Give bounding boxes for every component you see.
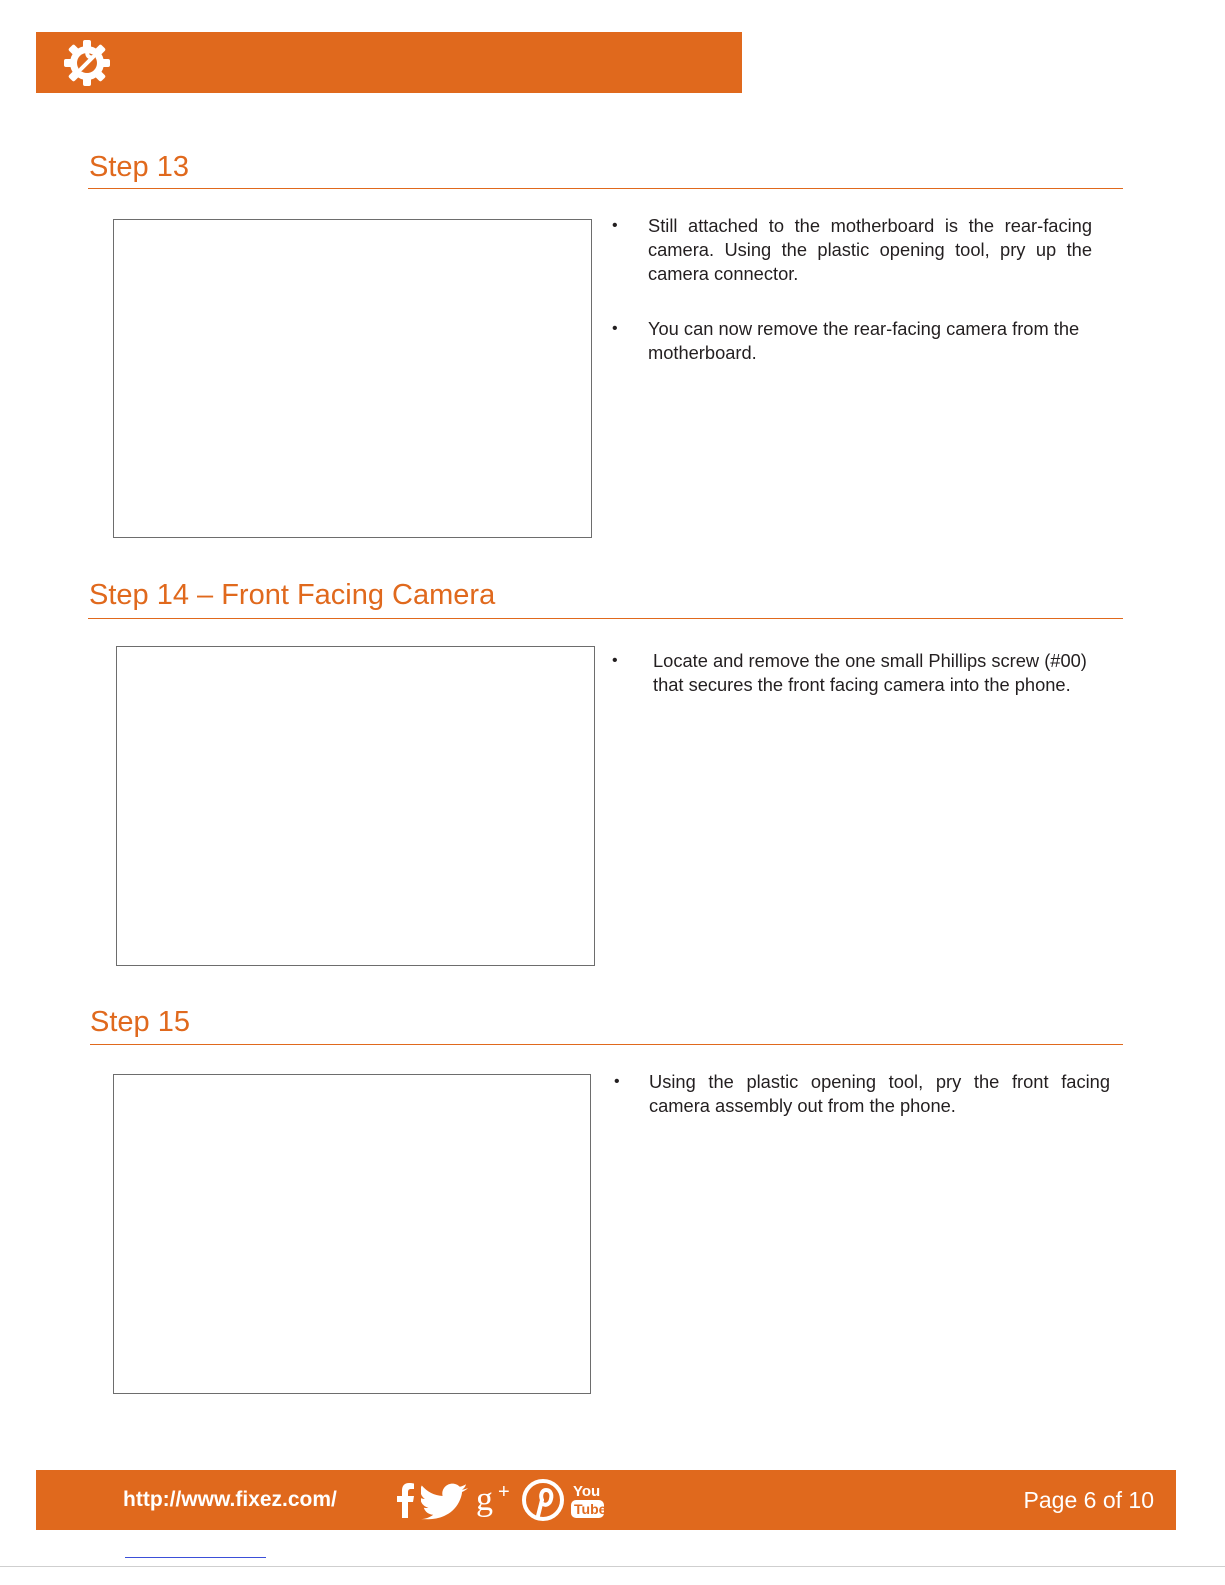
step-14-title: Step 14 – Front Facing Camera [89,579,496,611]
link-underline [125,1557,266,1558]
instruction-text: Locate and remove the one small Phillips screw (#00) that secures the front facing camera into the phone. [653,650,1087,695]
gear-wrench-icon [60,36,114,90]
facebook-icon[interactable] [394,1478,416,1522]
step-15-photo [113,1074,591,1394]
step-15-title: Step 15 [90,1006,190,1038]
instruction-text: Still attached to the motherboard is the rear-facing camera. Using the plastic opening tool, pry up the camera connector. [648,215,1092,284]
step-15-instructions [614,1070,1110,1149]
instruction-text: Using the plastic opening tool, pry the front facing camera assembly out from the phone. [649,1071,1110,1116]
instruction-item: • Using the plastic opening tool, pry the front facing camera assembly out from the phone. [614,1071,1110,1116]
page-edge [0,1566,1225,1567]
section-divider [88,618,1123,619]
svg-text:You: You [573,1483,601,1500]
footer-bar [36,1470,1176,1530]
instruction-item: • Still attached to the motherboard is the rear-facing camera. Using the plastic opening tool, pry up the camera connector. [612,215,1092,284]
google-plus-icon[interactable] [476,1478,518,1522]
svg-text:g: g [476,1481,493,1518]
step-14-instructions [612,649,1092,728]
section-divider [88,188,1123,189]
instruction-item: • Locate and remove the one small Phillips screw (#00) that secures the front facing camera into the phone. [612,650,1087,695]
step-13-title: Step 13 [89,151,189,183]
step-13-photo [113,219,592,538]
step-13-instructions [612,214,1092,396]
page-number: Page 6 of 10 [1023,1487,1154,1513]
pinterest-icon[interactable] [521,1478,565,1522]
step-14-photo [116,646,595,966]
header-bar [36,32,742,93]
twitter-icon[interactable] [421,1478,471,1522]
section-divider [90,1044,1123,1045]
svg-text:+: + [498,1481,510,1503]
instruction-item: • You can now remove the rear-facing camera from the motherboard. [612,318,1080,363]
footer-website-link[interactable]: http://www.fixez.com/ [123,1488,337,1511]
instruction-text: You can now remove the rear-facing camera from the motherboard. [648,318,1080,363]
svg-text:Tube: Tube [574,1501,606,1517]
youtube-icon[interactable] [570,1478,606,1522]
